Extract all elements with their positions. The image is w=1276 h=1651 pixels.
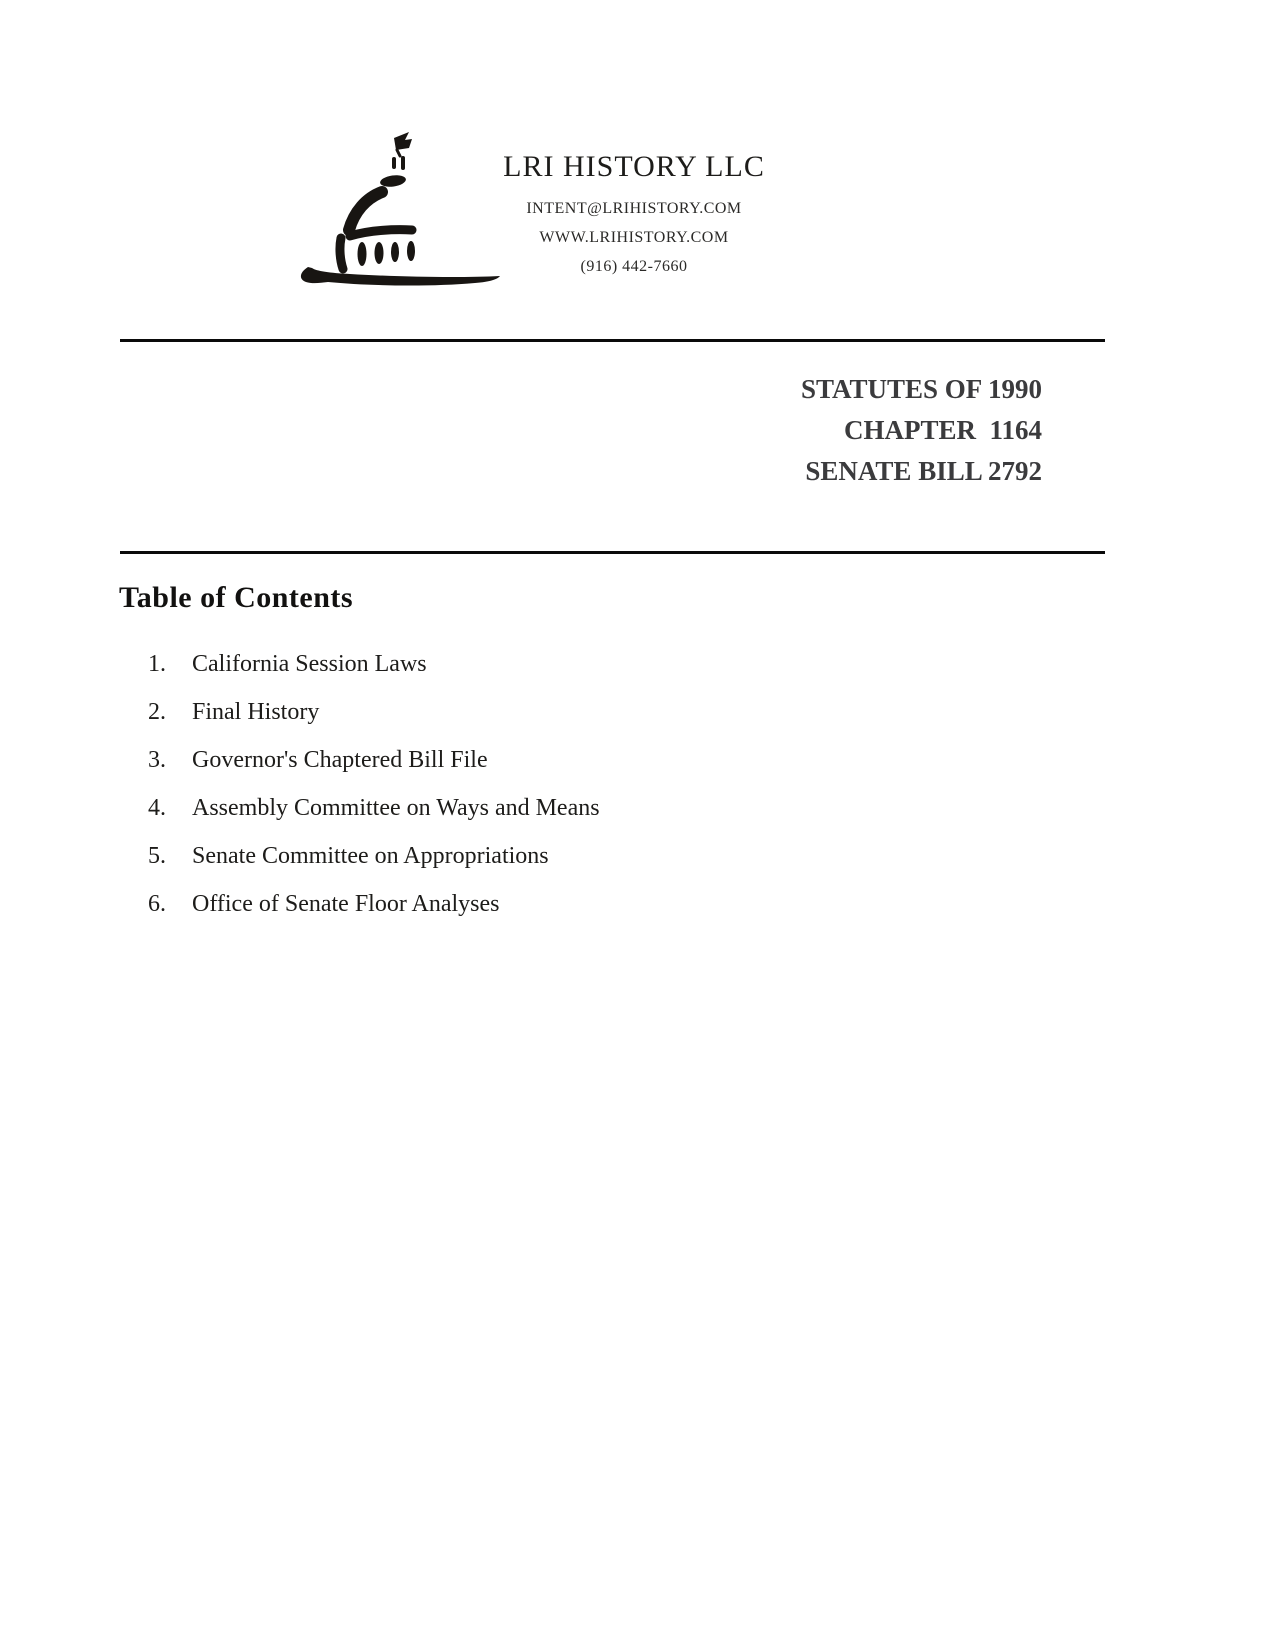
toc-item-number: 2. xyxy=(148,699,166,725)
toc-item xyxy=(148,892,898,917)
toc-item xyxy=(148,700,898,725)
toc-item-number: 1. xyxy=(148,651,166,677)
company-phone: (916) 442-7660 xyxy=(580,258,688,275)
toc-item xyxy=(148,748,898,773)
letterhead xyxy=(434,150,834,281)
senate-bill-line: SENATE BILL 2792 xyxy=(805,456,1042,486)
toc-item-label: Assembly Committee on Ways and Means xyxy=(192,795,600,821)
company-name: LRI HISTORY LLC xyxy=(503,150,765,183)
toc-item-number: 5. xyxy=(148,843,166,869)
chapter-line: CHAPTER 1164 xyxy=(843,415,1042,445)
company-email: INTENT@LRIHISTORY.COM xyxy=(526,200,742,217)
statutes-line: STATUTES OF 1990 xyxy=(800,374,1042,404)
company-contact-block xyxy=(434,194,834,281)
toc-item-label: Governor's Chaptered Bill File xyxy=(192,747,488,773)
toc-item-number: 4. xyxy=(148,795,166,821)
toc-item-label: Office of Senate Floor Analyses xyxy=(192,891,500,917)
toc-item-label: Senate Committee on Appropriations xyxy=(192,843,549,869)
toc-item xyxy=(148,796,898,821)
toc-item xyxy=(148,844,898,869)
divider-bottom xyxy=(120,551,1105,554)
toc-item-number: 6. xyxy=(148,891,166,917)
case-header xyxy=(801,369,1042,492)
toc-item xyxy=(148,652,898,677)
toc-item-label: Final History xyxy=(192,699,320,725)
toc-item-label: California Session Laws xyxy=(192,651,427,677)
toc-item-number: 3. xyxy=(148,747,166,773)
company-website: WWW.LRIHISTORY.COM xyxy=(539,229,729,246)
toc-title: Table of Contents xyxy=(119,581,354,614)
toc-list xyxy=(148,652,898,940)
divider-top xyxy=(120,339,1105,342)
